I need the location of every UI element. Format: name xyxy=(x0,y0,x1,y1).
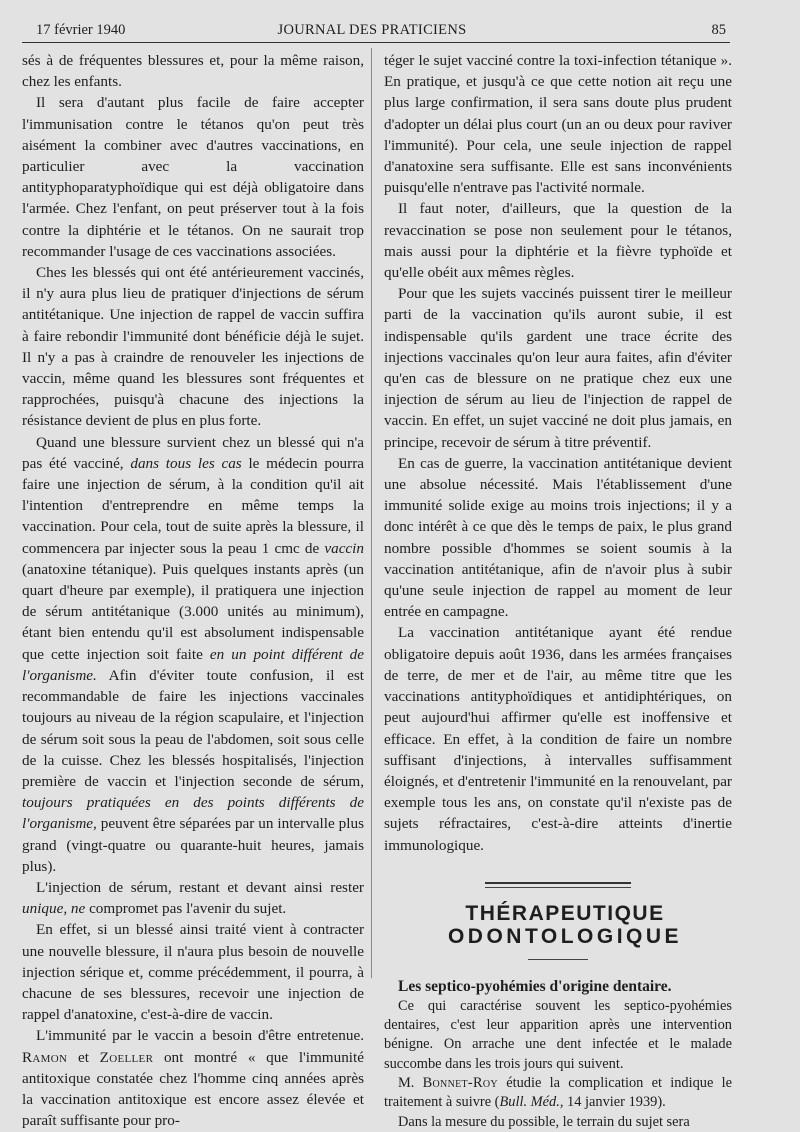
issue-date: 17 février 1940 xyxy=(36,22,126,38)
paragraph: En cas de guerre, la vaccination antitétanique devient une absolue nécessité. Mais l'établissement d'une immunité solide exige au moins trois injections; il y a donc intérêt à ce que dès le temps de paix, le plus grand nombre possible d'hommes se soient soumis à la vaccination antitétanique, afin de n'avoir plus à subir qu'une seule injection de rappel au moment de leur entrée en campagne. xyxy=(384,454,732,621)
paragraph: L'injection de sérum, restant et devant ainsi rester unique, ne compromet pas l'avenir du sujet. xyxy=(22,878,364,918)
paragraph: Ce qui caractérise souvent les septico-pyohémies dentaires, c'est leur apparition après une intervention bénigne. On arrache une dent infectée et le malade succombe dans les trois jours qui suivent. xyxy=(384,997,732,1072)
paragraph: Il faut noter, d'ailleurs, que la question de la revaccination se pose non seulement pour le tétanos, mais aussi pour la diphtérie et la fièvre typhoïde et qu'elle obéit aux mêmes règles. xyxy=(384,200,732,282)
author-name: Bonnet-Roy xyxy=(422,1074,498,1091)
running-header xyxy=(22,20,726,42)
paragraph: Pour que les sujets vaccinés puissent tirer le meilleur parti de la vaccination qu'ils auront subie, il est indispensable qu'ils gardent une trace écrite des injections vaccinales qu'on leur aura faites, afin d'éviter qu'en cas de blessure on ne pratique chez eux une injection de sérum au lieu de l'injection de rappel de vaccin. En effet, un sujet vacciné ne doit plus jamais, en principe, recevoir de sérum à titre préventif. xyxy=(384,285,732,451)
paragraph: En effet, si un blessé ainsi traité vient à contracter une nouvelle blessure, il n'aura plus besoin de nouvelle injection sérique et, comme précédemment, il pourra, à chacune de ses blessures, recevoir une injection de rappel d'anatoxine, c'est-à-dire de vaccin. xyxy=(22,921,364,1024)
section-title: THÉRAPEUTIQUE xyxy=(465,901,665,925)
paragraph: Il sera d'autant plus facile de faire accepter l'immunisation contre le tétanos qu'on peut très aisément la combiner avec d'autres vaccinations, en particulier avec la vaccination antityphoparatyphoïdique qui est déjà obligatoire dans l'armée. Chez l'enfant, on peut préserver tout à la fois contre la diphtérie et le tétanos. On ne saurait trop recommander l'usage de ces vaccinations associées. xyxy=(22,94,364,260)
author-name: Zoeller xyxy=(99,1048,154,1066)
citation: Bull. Méd., xyxy=(499,1094,564,1111)
paragraph: sés à de fréquentes blessures et, pour la même raison, chez les enfants. xyxy=(22,52,364,91)
section-title: ODONTOLOGIQUE xyxy=(447,924,683,948)
left-column xyxy=(22,50,364,1131)
header-rule xyxy=(22,42,730,43)
right-column xyxy=(384,50,732,1132)
paragraph: La vaccination antitétanique ayant été rendue obligatoire depuis août 1936, dans les armées françaises de terre, de mer et de l'air, au même titre que les vaccinations antityphoïdiques et antidiphtériques, on peut aujourd'hui affirmer qu'elle est inoffensive et efficace. En effet, à la condition de faire un nombre suffisant d'injections, à intervalles suffisamment éloignés, et d'entretenir l'immunité en la renouvelant, par exemple tous les ans, on constate qu'il n'existe pas de sujets réfractaires, c'est-à-dire atteints d'inertie immunologique. xyxy=(384,624,732,854)
section-ornament xyxy=(485,882,631,888)
paragraph: L'immunité par le vaccin a besoin d'être entretenue. Ramon et Zoeller ont montré « que l'immunité antitoxique constatée chez l'homme cinq années après la vaccination antitoxique est encore assez élevée et paraît suffisante pour pro- xyxy=(22,1027,364,1130)
paragraph: Ches les blessés qui ont été antérieurement vaccinés, il n'y aura plus lieu de pratiquer d'injections de sérum antitétanique. Une injection de rappel de vaccin suffira à faire rebondir l'immunité dont bénéficie déjà le sujet. Il n'y a pas à craindre de renouveler les injections de vaccin, même quand les blessures sont fréquentes et rapprochées, puisqu'à chacune des injections la résistance devient de plus en plus forte. xyxy=(22,264,364,430)
author-name: Ramon xyxy=(22,1048,68,1066)
article-heading: Les septico-pyohémies d'origine dentaire. xyxy=(398,977,672,995)
paragraph: téger le sujet vacciné contre la toxi-infection tétanique ». En pratique, et jusqu'à ce que cette notion ait reçu une plus large confirmation, il sera sans doute plus prudent d'adopter un délai plus court (un an ou deux pour raviver l'immunité). Pour cela, une seule injection de rappel d'anatoxine sera suffisante. Elle est sans inconvénients puisqu'elle n'entrave pas l'activité normale. xyxy=(384,52,732,197)
column-divider xyxy=(371,48,372,978)
paragraph: M. Bonnet-Roy étudie la complication et indique le traitement à suivre (Bull. Méd., 14 janvier 1939). xyxy=(384,1074,732,1111)
paragraph: Dans la mesure du possible, le terrain du sujet sera xyxy=(398,1113,690,1130)
paragraph: Quand une blessure survient chez un blessé qui n'a pas été vacciné, dans tous les cas le médecin pourra faire une injection de sérum, à la condition qu'il ait l'intention d'entreprendre en même temps la vaccination. Pour cela, tout de suite après la blessure, il commencera par injecter sous la peau 1 cmc de vaccin (anatoxine tétanique). Puis quelques instants après (un quart d'heure par exemple), il pratiquera une injection de sérum antitétanique (3.000 unités au minimum), étant bien entendu qu'il est absolument indispensable que cette injection soit faite en un point différent de l'organisme. Afin d'éviter toute confusion, il est recommandable de faire les injections vaccinales toujours au niveau de la région scapulaire, et l'injection de sérum soit sous la peau de l'abdomen, soit sous celle de la cuisse. Chez les blessés hospitalisés, l'injection première de vaccin et l'injection seconde de sérum, toujours pratiquées en des points différents de l'organisme, peuvent être séparées par un intervalle plus grand (vingt-quatre ou quarante-huit heures, jamais plus). xyxy=(22,433,364,875)
journal-title: JOURNAL DES PRATICIENS xyxy=(277,22,467,38)
page-number: 85 xyxy=(711,22,726,38)
section-rule xyxy=(528,959,588,960)
